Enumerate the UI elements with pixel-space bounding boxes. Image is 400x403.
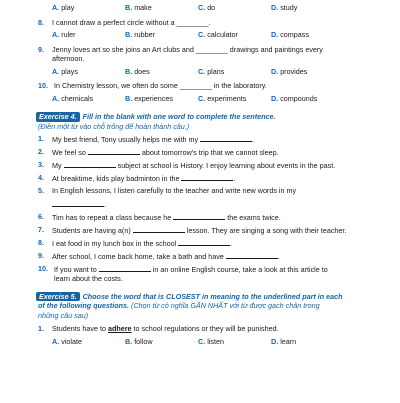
option-a[interactable]: A. violate — [52, 336, 82, 346]
option-b[interactable]: B. rubber — [125, 30, 155, 39]
answer-blank[interactable] — [133, 225, 185, 233]
blank-item: 2. We feel so about tomorrow's trip that we cannot sleep. — [38, 147, 279, 157]
question-8: 8. I cannot draw a perfect circle without a ________. — [38, 17, 211, 27]
option-a[interactable]: A. plays — [52, 66, 78, 76]
exercise-subtitle: (Điền một từ vào chỗ trống để hoàn thành câu.) — [38, 121, 190, 131]
question-text: In Chemistry lesson, we often do some ________ in the laboratory. — [54, 81, 267, 90]
option-b[interactable]: B. make — [125, 3, 152, 12]
question-10: 10. In Chemistry lesson, we often do some ________ in the laboratory. — [38, 81, 267, 90]
options-row — [52, 94, 386, 104]
question-text: Jenny loves art so she joins an Art clubs and ________ drawings and paintings every — [52, 44, 323, 54]
blank-item: 10. If you want to in an online English course, take a look at this article to learn about the costs. — [38, 263, 328, 283]
question-text-cont: afternoon. — [52, 54, 85, 63]
option-c[interactable]: C. plans — [198, 66, 225, 76]
option-d[interactable]: D. learn — [271, 336, 297, 346]
option-b[interactable]: B. follow — [125, 336, 153, 346]
option-c[interactable]: C. do — [198, 3, 216, 12]
blank-item: 8. I eat food in my lunch box in the school . — [38, 237, 233, 248]
option-d[interactable]: D. compass — [271, 30, 309, 39]
exercise-title: Fill in the blank with one word to complete the sentence. — [82, 112, 276, 121]
option-a[interactable]: A. play — [52, 3, 75, 12]
blank-item: 6. Tim has to repeat a class because he the exams twice. — [38, 211, 281, 222]
answer-blank[interactable] — [64, 160, 116, 168]
option-c[interactable]: C. experiments — [198, 93, 247, 103]
exercise-title: Choose the word that is CLOSEST in meaning to the underlined part in each — [82, 291, 343, 301]
option-c[interactable]: C. listen — [198, 336, 224, 346]
exercise-badge: Exercise 4. — [36, 112, 80, 122]
exercise-badge: Exercise 5. — [36, 292, 80, 302]
option-a[interactable]: A. ruler — [52, 30, 76, 39]
exercise-4-header — [36, 112, 386, 131]
option-d[interactable]: D. provides — [271, 66, 308, 76]
blank-item: 1. My best friend, Tony usually helps me with my . — [38, 134, 255, 144]
option-a[interactable]: A. chemicals — [52, 93, 94, 103]
options-row — [52, 67, 386, 77]
answer-blank[interactable] — [99, 264, 151, 272]
option-d[interactable]: D. compounds — [271, 93, 318, 103]
exercise-subtitle: (Chọn từ có nghĩa GẦN NHẤT với từ được gạch chân trong — [131, 301, 320, 310]
blank-item: 7. Students are having a(n) lesson. They are singing a song with their teacher. — [38, 224, 347, 235]
answer-blank[interactable] — [226, 251, 278, 259]
options-row — [52, 337, 386, 347]
answer-blank[interactable] — [200, 134, 252, 142]
answer-blank[interactable] — [181, 173, 233, 181]
option-b[interactable]: B. does — [125, 66, 150, 76]
blank-item: 9. After school, I come back home, take a bath and have . — [38, 250, 280, 261]
worksheet-page — [0, 3, 400, 403]
option-c[interactable]: C. calculator — [198, 30, 238, 39]
answer-blank[interactable] — [52, 199, 104, 207]
exercise-4-list — [38, 134, 386, 284]
answer-blank[interactable] — [178, 238, 230, 246]
option-d[interactable]: D. study — [271, 3, 298, 12]
options-row — [52, 30, 386, 40]
exercise-title-cont: of the following questions. — [38, 301, 130, 310]
options-row — [52, 3, 386, 13]
question-1: 1. Students have to adhere to school regulations or they will be punished. — [38, 324, 279, 333]
question-text: I cannot draw a perfect circle without a ________. — [52, 17, 211, 27]
question-9: 9. Jenny loves art so she joins an Art clubs and ________ drawings and paintings every afternoon. — [38, 45, 386, 64]
blank-item: 4. At breaktime, kids play badminton in the . — [38, 173, 236, 183]
answer-blank[interactable] — [173, 212, 225, 220]
blank-item: 5. In English lessons, I listen carefully to the teacher and write new words in my . — [38, 186, 297, 209]
blank-item: 3. My subject at school is History. I enjoy learning about events in the past. — [38, 160, 336, 170]
answer-blank[interactable] — [88, 147, 140, 155]
exercise-5-header — [36, 292, 386, 321]
option-b[interactable]: B. experiences — [125, 93, 173, 103]
exercise-subtitle-cont: những câu sau) — [38, 310, 89, 320]
underlined-word: adhere — [107, 324, 132, 333]
